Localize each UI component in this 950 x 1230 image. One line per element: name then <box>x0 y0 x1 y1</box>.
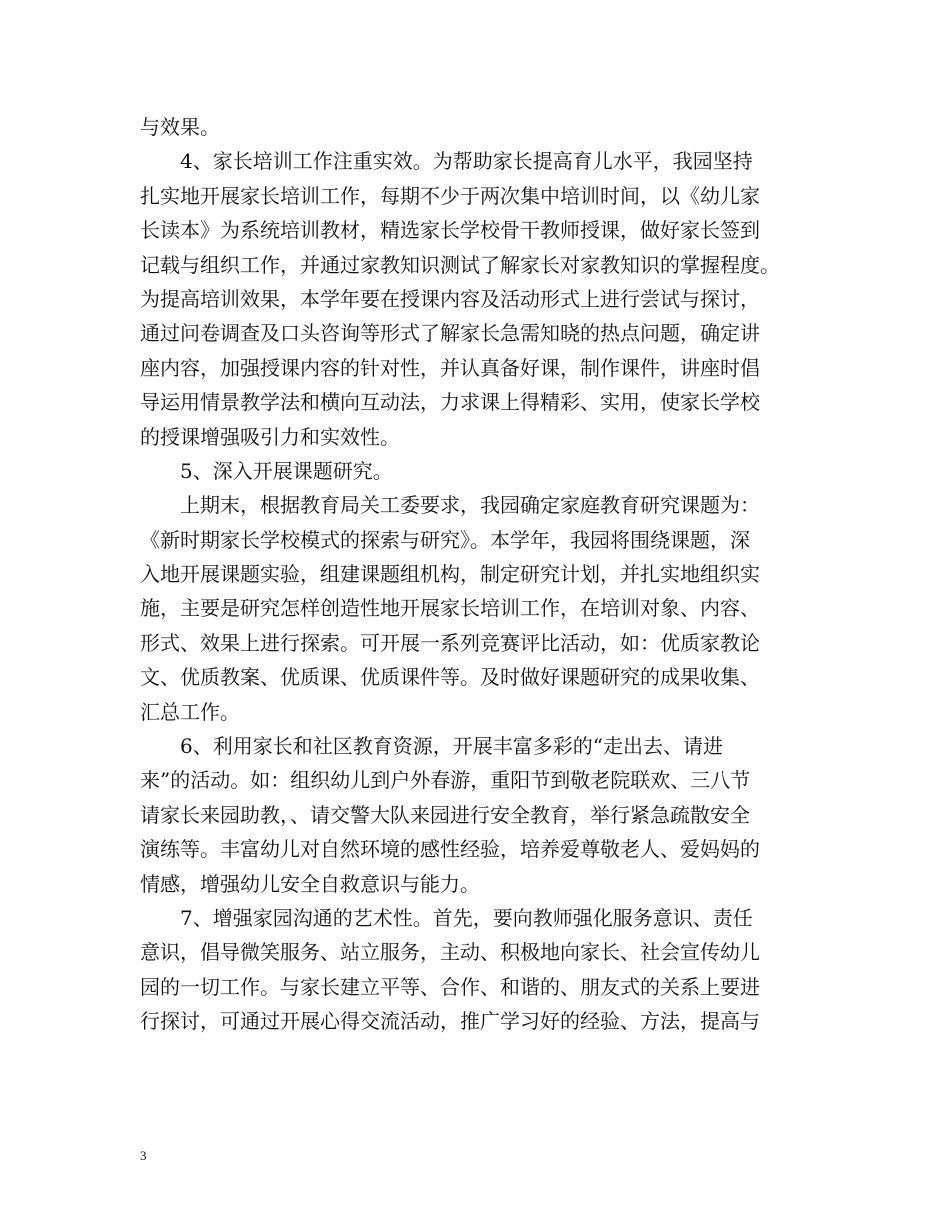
text-line: 汇总工作。 <box>140 699 240 724</box>
text-line: 通过问卷调查及口头咨询等形式了解家长急需知晓的热点问题，确定讲 <box>140 321 760 346</box>
text-line: 意识，倡导微笑服务、站立服务，主动、积极地向家长、社会宣传幼儿 <box>140 940 760 965</box>
text-line: 与效果。 <box>140 115 220 139</box>
text-line: 形式、效果上进行探索。可开展一系列竞赛评比活动，如：优质家教论 <box>140 630 760 655</box>
body-text <box>140 110 820 1039</box>
paragraph-start-line: 7、增强家园沟通的艺术性。首先，要向教师强化服务意识、责任 <box>180 905 753 930</box>
text-line: 文、优质教案、优质课、优质课件等。及时做好课题研究的成果收集、 <box>140 665 760 690</box>
text-line: 情感，增强幼儿安全自救意识与能力。 <box>140 871 480 896</box>
text-line: 导运用情景教学法和横向互动法，力求课上得精彩、实用，使家长学校 <box>140 390 760 415</box>
text-line: 园的一切工作。与家长建立平等、合作、和谐的、朋友式的关系上要进 <box>140 974 760 999</box>
text-line: 请家长来园助教，、请交警大队来园进行安全教育，举行紧急疏散安全 <box>140 802 750 827</box>
text-line: 《新时期家长学校模式的探索与研究》。本学年，我园将围绕课题，深 <box>140 527 750 552</box>
text-line: 入地开展课题实验，组建课题组机构，制定研究计划，并扎实地组织实 <box>140 562 760 587</box>
text-line: 的授课增强吸引力和实效性。 <box>140 424 400 449</box>
text-line: 行探讨，可通过开展心得交流活动，推广学习好的经验、方法，提高与 <box>140 1009 760 1034</box>
text-line: 记载与组织工作，并通过家教知识测试了解家长对家教知识的掌握程度。 <box>140 252 780 277</box>
paragraph-start-line: 上期末，根据教育局关工委要求，我园确定家庭教育研究课题为： <box>180 493 760 518</box>
text-line: 座内容，加强授课内容的针对性，并认真备好课，制作课件，讲座时倡 <box>140 355 760 380</box>
paragraph-start-line: 6、利用家长和社区教育资源，开展丰富多彩的“走出去、请进 <box>180 734 723 759</box>
text-line: 扎实地开展家长培训工作，每期不少于两次集中培训时间，以《幼儿家 <box>140 183 760 208</box>
paragraph-start-line: 4、家长培训工作注重实效。为帮助家长提高育儿水平，我园坚持 <box>180 149 753 174</box>
text-line: 施，主要是研究怎样创造性地开展家长培训工作，在培训对象、内容、 <box>140 596 760 621</box>
section-heading: 5、深入开展课题研究。 <box>180 458 393 483</box>
text-line: 长读本》为系统培训教材，精选家长学校骨干教师授课，做好家长签到 <box>140 218 760 243</box>
text-line: 为提高培训效果，本学年要在授课内容及活动形式上进行尝试与探讨， <box>140 286 760 311</box>
text-line: 演练等。丰富幼儿对自然环境的感性经验，培养爱尊敬老人、爱妈妈的 <box>140 837 760 862</box>
text-line: 来”的活动。如：组织幼儿到户外春游，重阳节到敬老院联欢、三八节 <box>140 768 751 793</box>
page-number: 3 <box>140 1148 147 1163</box>
